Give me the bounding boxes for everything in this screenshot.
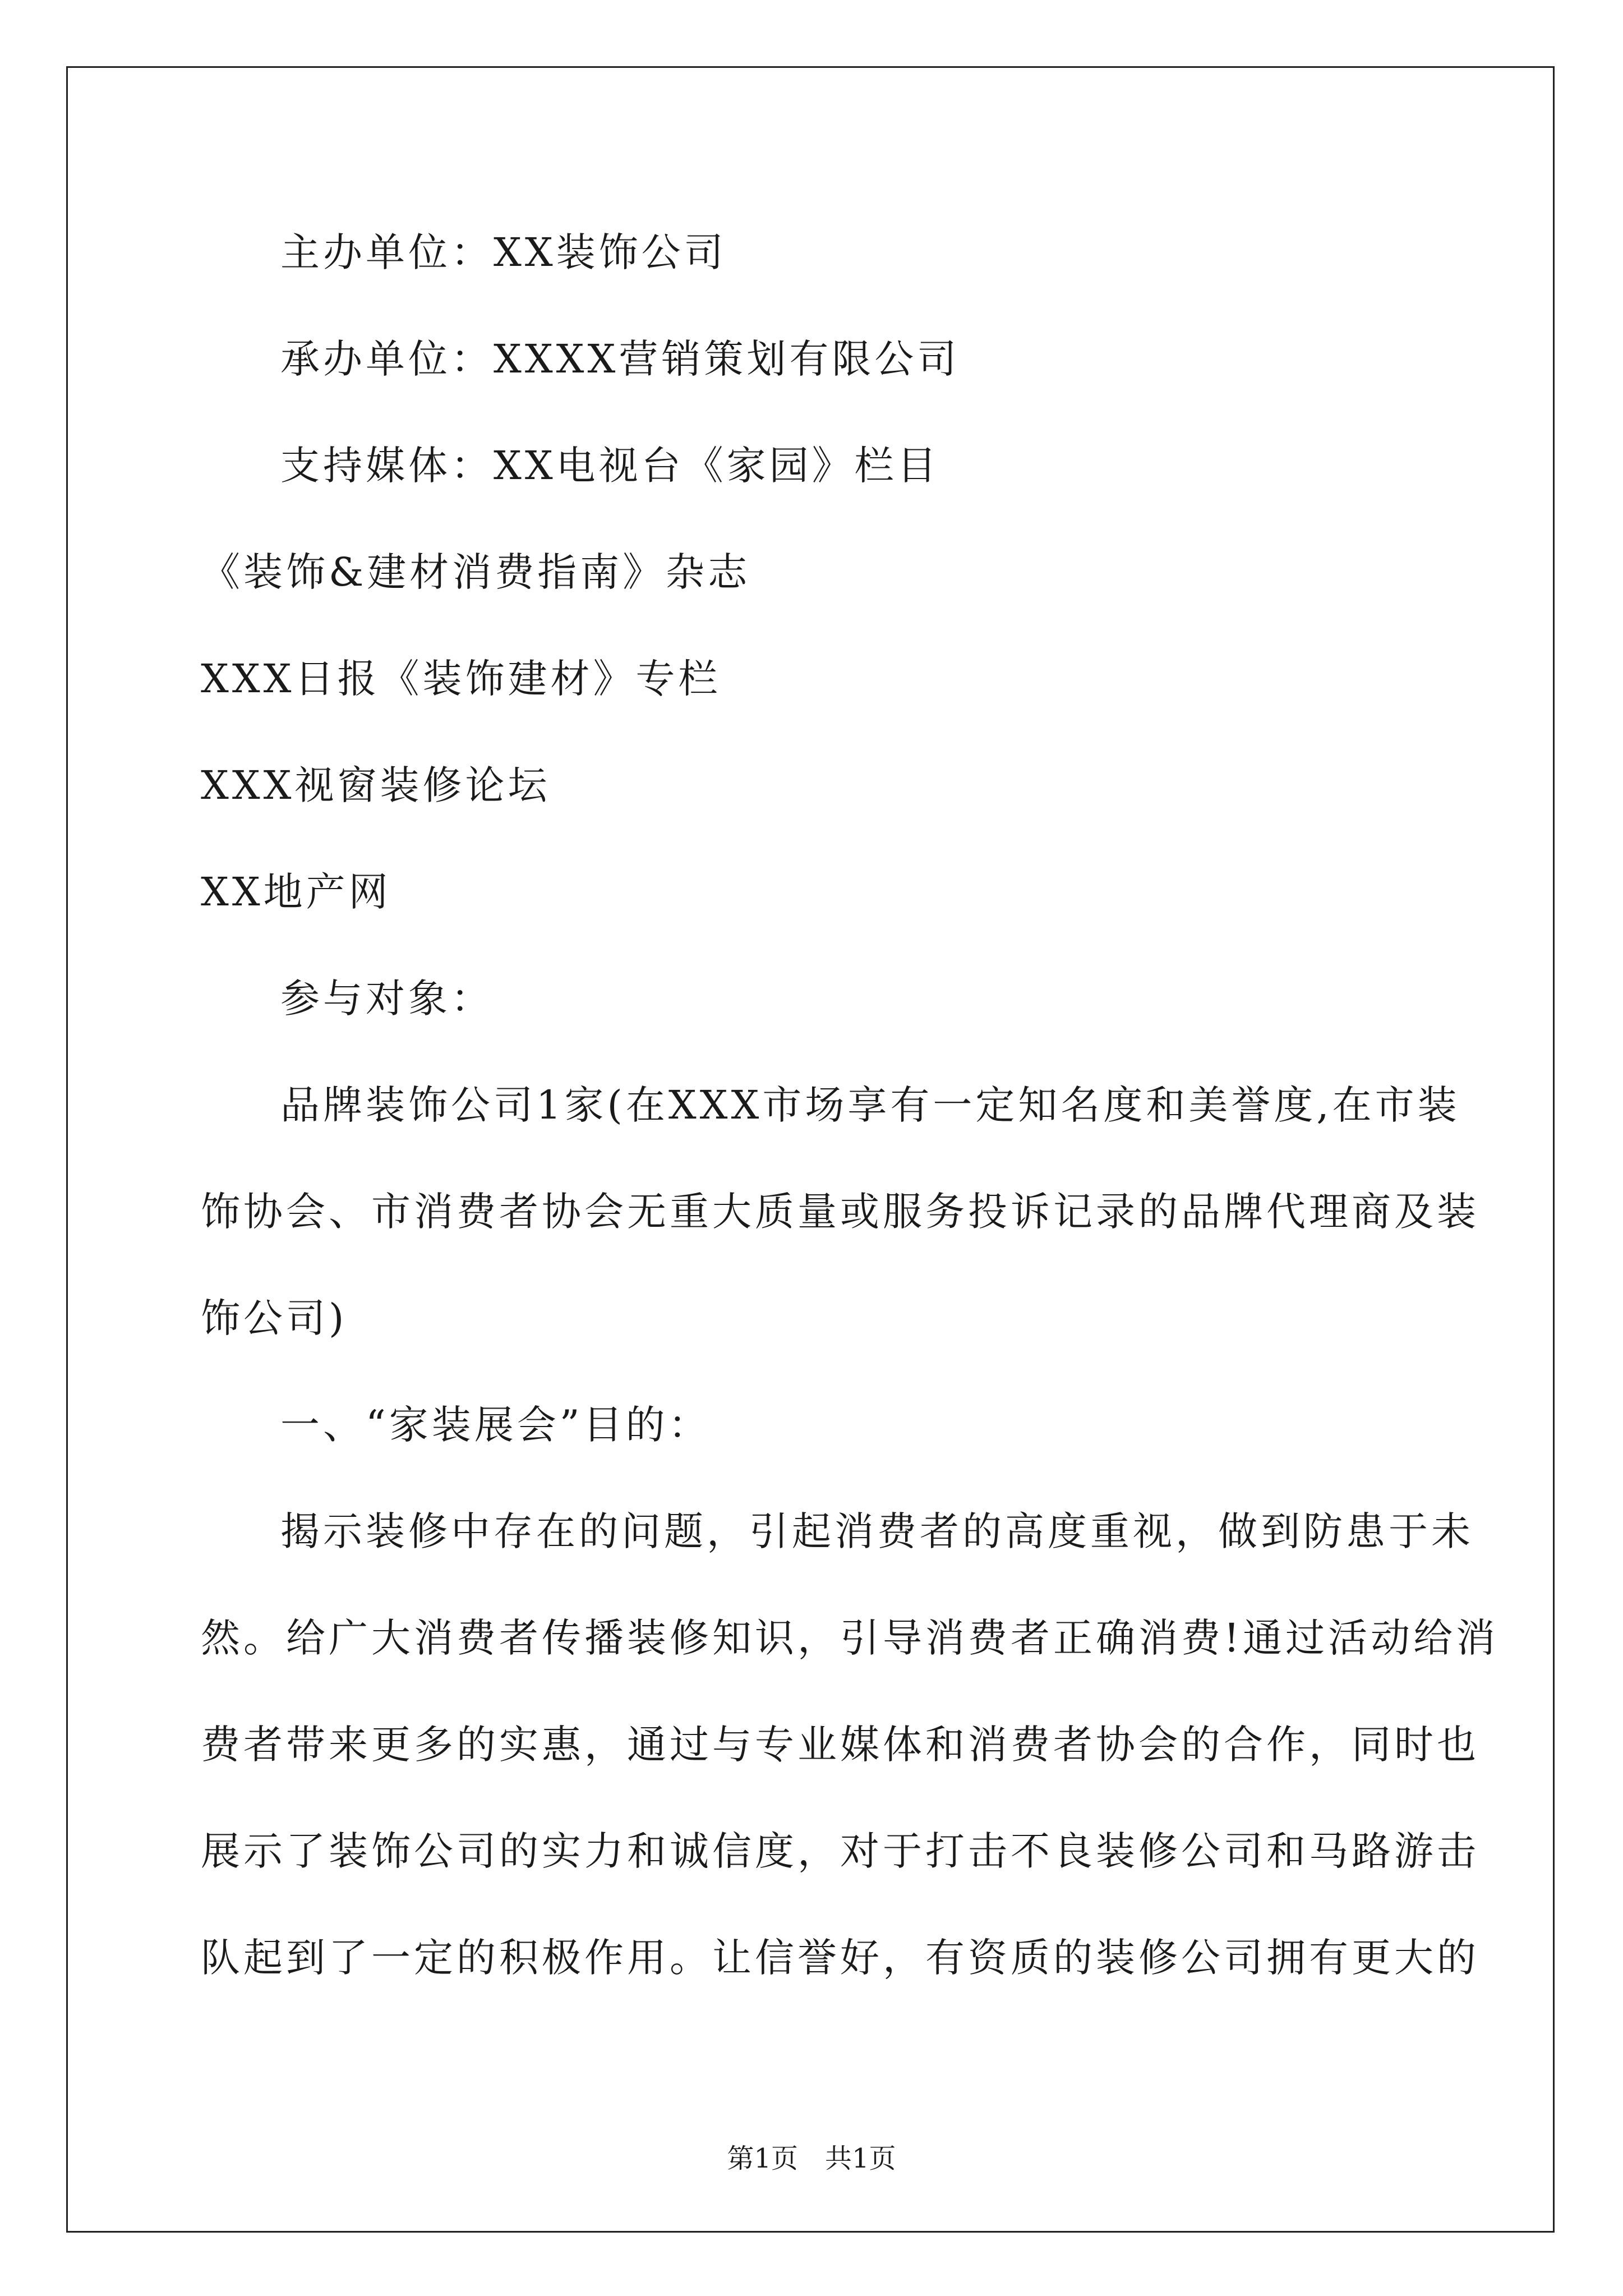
purpose-paragraph-line-4: 展示了装饰公司的实力和诚信度，对于打击不良装修公司和马路游击	[201, 1828, 1479, 1874]
media-magazine-line: 《装饰&建材消费指南》杂志	[201, 549, 751, 595]
purpose-paragraph-line-3: 费者带来更多的实惠，通过与专业媒体和消费者协会的合作，同时也	[201, 1722, 1479, 1768]
page-border	[66, 66, 1555, 2233]
media-realestate-line: XX地产网	[201, 869, 391, 915]
media-daily-line: XXX日报《装饰建材》专栏	[201, 656, 721, 702]
participants-paragraph-line-1: 品牌装饰公司1家(在XXX市场享有一定知名度和美誉度,在市装	[280, 1082, 1460, 1128]
page-number-footer: 第1页 共1页	[727, 2143, 896, 2174]
purpose-paragraph-line-2: 然。给广大消费者传播装修知识，引导消费者正确消费!通过活动给消	[201, 1615, 1499, 1661]
media-forum-line: XXX视窗装修论坛	[201, 762, 551, 808]
participants-paragraph-line-2: 饰协会、市消费者协会无重大质量或服务投诉记录的品牌代理商及装	[201, 1189, 1479, 1235]
organizer-line: 主办单位：XX装饰公司	[280, 229, 727, 275]
media-support-line: 支持媒体：XX电视台《家园》栏目	[280, 443, 940, 489]
participants-paragraph-line-3: 饰公司)	[201, 1295, 348, 1341]
co-organizer-line: 承办单位：XXXX营销策划有限公司	[280, 336, 960, 382]
purpose-paragraph-line-5: 队起到了一定的积极作用。让信誉好，有资质的装修公司拥有更大的	[201, 1935, 1479, 1981]
participants-heading: 参与对象：	[280, 976, 494, 1022]
purpose-paragraph-line-1: 揭示装修中存在的问题，引起消费者的高度重视，做到防患于未	[280, 1508, 1474, 1554]
purpose-heading: 一、“家装展会”目的：	[280, 1402, 711, 1448]
